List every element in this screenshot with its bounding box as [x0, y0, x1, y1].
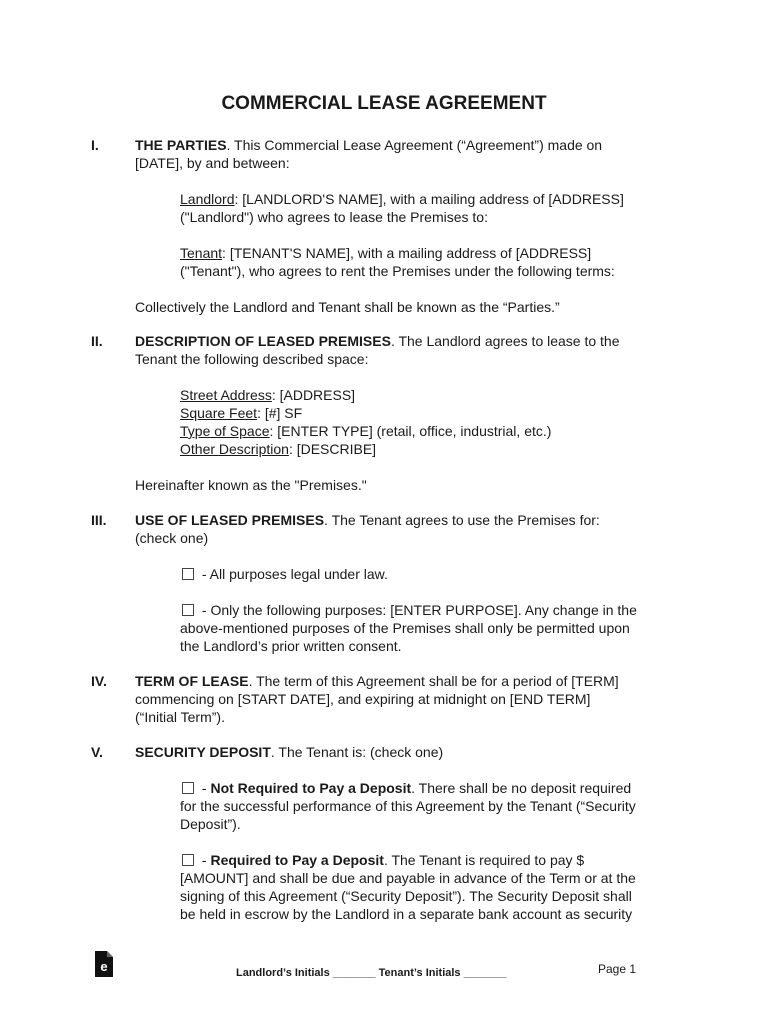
- other-description-value: : [DESCRIBE]: [288, 441, 377, 457]
- section-text: . The Landlord agrees to lease to the: [390, 333, 620, 349]
- option-text: - Only the following purposes: [ENTER PURPOSE]. Any change in the: [198, 602, 637, 618]
- option-text: [AMOUNT] and shall be due and payable in advance of the Term or at the: [180, 870, 636, 886]
- section-number: II.: [91, 333, 103, 349]
- checkbox[interactable]: [182, 604, 194, 616]
- option-heading: Not Required to Pay a Deposit: [210, 780, 412, 796]
- section-text: Tenant the following described space:: [135, 351, 369, 367]
- option-text: Deposit”).: [180, 816, 241, 832]
- landlord-text: ("Landlord") who agrees to lease the Premises to:: [180, 209, 488, 225]
- svg-text:e: e: [100, 959, 108, 974]
- section-text: . The Tenant agrees to use the Premises for:: [324, 512, 600, 528]
- landlord-label: Landlord: [180, 191, 235, 207]
- section-term: [91, 672, 668, 726]
- section-heading: USE OF LEASED PREMISES: [135, 512, 325, 528]
- section-use: [91, 511, 668, 655]
- landlord-block: [180, 190, 668, 280]
- section-number: I.: [91, 137, 99, 153]
- section-text: commencing on [START DATE], and expiring at midnight on [END TERM]: [135, 691, 591, 707]
- premises-definition: Hereinafter known as the "Premises.": [135, 477, 367, 493]
- section-text: . This Commercial Lease Agreement (“Agreement”) made on: [226, 137, 603, 153]
- deposit-option-required: [180, 851, 668, 869]
- page-number: Page 1: [598, 962, 637, 976]
- section-text: (“Initial Term”).: [135, 709, 225, 725]
- tenant-text: ("Tenant"), who agrees to rent the Premises under the following terms:: [180, 263, 615, 279]
- deposit-option-not-required: [180, 779, 668, 797]
- section-parties: [91, 136, 668, 316]
- street-address-value: : [ADDRESS]: [271, 387, 356, 403]
- type-of-space-value: : [ENTER TYPE] (retail, office, industrial, etc.): [269, 423, 552, 439]
- section-heading: SECURITY DEPOSIT: [135, 744, 271, 760]
- section-heading: TERM OF LEASE: [135, 673, 249, 689]
- use-option-all-purposes: [180, 565, 668, 583]
- use-option-specific: [180, 601, 668, 619]
- section-text: [DATE], by and between:: [135, 155, 290, 171]
- section-text: . The term of this Agreement shall be for a period of [TERM]: [248, 673, 619, 689]
- type-of-space-label: Type of Space: [180, 423, 270, 439]
- landlord-text: : [LANDLORD'S NAME], with a mailing address of [ADDRESS]: [234, 191, 624, 207]
- section-text: . The Tenant is: (check one): [270, 744, 444, 760]
- section-heading: THE PARTIES: [135, 137, 227, 153]
- section-text: (check one): [135, 530, 209, 546]
- section-premises: [91, 332, 668, 494]
- option-text: above-mentioned purposes of the Premises shall only be permitted upon: [180, 620, 630, 636]
- option-dash: -: [198, 780, 211, 796]
- section-number: IV.: [91, 673, 107, 689]
- section-number: V.: [91, 744, 103, 760]
- section-number: III.: [91, 512, 107, 528]
- option-text: be held in escrow by the Landlord in a separate bank account as security: [180, 906, 633, 922]
- other-description-label: Other Description: [180, 441, 289, 457]
- option-text: . There shall be no deposit required: [411, 780, 632, 796]
- option-dash: -: [198, 852, 211, 868]
- section-heading: DESCRIPTION OF LEASED PREMISES: [135, 333, 391, 349]
- option-text: the Landlord’s prior written consent.: [180, 638, 402, 654]
- option-text: signing of this Agreement (“Security Deposit”). The Security Deposit shall: [180, 888, 632, 904]
- option-text: . The Tenant is required to pay $: [383, 852, 585, 868]
- square-feet-label: Square Feet: [180, 405, 258, 421]
- parties-collective: Collectively the Landlord and Tenant shall be known as the “Parties.”: [135, 299, 560, 315]
- street-address-label: Street Address: [180, 387, 272, 403]
- premises-details: [180, 386, 668, 458]
- option-heading: Required to Pay a Deposit: [210, 852, 384, 868]
- checkbox[interactable]: [182, 568, 194, 580]
- checkbox[interactable]: [182, 854, 194, 866]
- square-feet-value: : [#] SF: [257, 405, 303, 421]
- tenant-text: : [TENANT'S NAME], with a mailing address of [ADDRESS]: [222, 245, 592, 261]
- option-text: - All purposes legal under law.: [198, 566, 388, 582]
- document-title: COMMERCIAL LEASE AGREEMENT: [221, 93, 547, 114]
- checkbox[interactable]: [182, 782, 194, 794]
- tenant-label: Tenant: [180, 245, 223, 261]
- section-security-deposit: [91, 743, 668, 923]
- page-footer: [0, 957, 768, 987]
- document-e-icon: [93, 951, 115, 977]
- option-text: for the successful performance of this Agreement by the Tenant (“Security: [180, 798, 636, 814]
- initials-line: Landlord’s Initials _______ Tenant’s Initials _______: [236, 967, 507, 979]
